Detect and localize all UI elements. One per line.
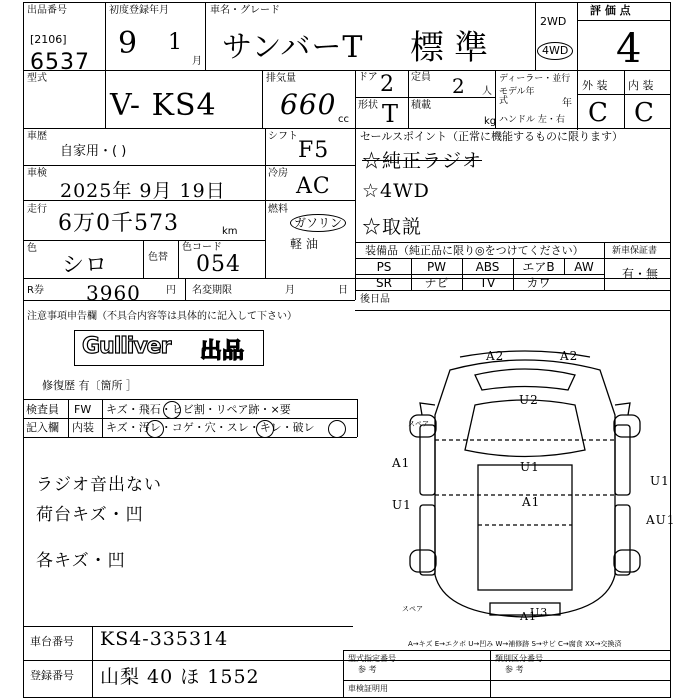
damage-mark: A1 [522, 495, 541, 509]
sales-point-item: ☆取説 [362, 216, 423, 238]
equipment-airbag: エアB [522, 260, 555, 274]
exterior-label: 外 装 [582, 79, 608, 92]
divider [23, 70, 671, 71]
gulliver-logo: Gulliver [82, 334, 171, 359]
mileage-value: 6万0千573 [58, 211, 179, 236]
divider [23, 165, 355, 166]
yen-unit: 円 [166, 285, 176, 296]
grade: 標準 [410, 28, 498, 68]
handwritten-note: 各キズ・凹 [36, 551, 126, 571]
door-label: ドア [358, 72, 378, 83]
divider [92, 626, 93, 698]
interior-grade: C [634, 98, 655, 128]
divider [262, 70, 263, 128]
check-circle [163, 401, 181, 419]
name-change-month-unit: 月 [285, 285, 295, 296]
km-unit: km [222, 226, 238, 237]
divider [355, 70, 356, 128]
reference-label: 参 考 [505, 665, 524, 674]
ac-value: AC [296, 174, 331, 199]
cc-unit: cc [338, 114, 349, 125]
reference-label: 参 考 [358, 665, 377, 674]
divider [490, 650, 491, 698]
shift-value: F5 [298, 138, 330, 163]
month-unit: 月 [192, 56, 202, 67]
chassis-label: 車台番号 [30, 635, 74, 648]
lot-number-label: 出品番号 [27, 5, 67, 16]
door-value: 2 [380, 72, 395, 97]
divider [68, 399, 69, 437]
divider [23, 437, 357, 438]
divider [355, 242, 671, 243]
name-change-label: 名変期限 [192, 285, 232, 296]
damage-mark: U2 [519, 393, 539, 407]
divider [535, 2, 536, 70]
divider [343, 650, 671, 651]
first-registration-label: 初度登録年月 [109, 5, 169, 16]
first-registration-month: 1 [168, 30, 183, 55]
recycle-label: R券 [27, 285, 44, 296]
equipment-pw: PW [426, 260, 447, 274]
divider [355, 97, 495, 98]
fw-items: キズ・飛石・ヒビ割・リペア跡・×要 [106, 403, 291, 416]
kg-unit: kg [484, 116, 497, 127]
divider [23, 240, 265, 241]
handle-label: ハンドル 左・右 [499, 115, 565, 125]
divider [185, 278, 186, 300]
sales-point-title: セールスポイント（正常に機能するものに限ります） [360, 130, 624, 143]
damage-mark: A1 [392, 456, 411, 470]
repair-history: 修復歴 有〔箇所 ］ [42, 379, 137, 392]
fuel-gasoline-circled: ガソリン [290, 214, 346, 232]
person-unit: 人 [482, 86, 492, 97]
warranty-value: 有・無 [622, 267, 659, 281]
handwritten-note: ラジオ音出ない [36, 475, 162, 495]
warranty-label: 新車保証書 [612, 246, 658, 256]
divider [105, 2, 106, 128]
check-circle [256, 420, 274, 438]
divider [355, 274, 604, 275]
inspector-label-2: 記入欄 [26, 421, 59, 434]
damage-mark: A2 [560, 349, 579, 363]
interior-label: 内 装 [628, 79, 654, 92]
fuel-label: 燃料 [268, 204, 288, 215]
tone-label: 色替 [148, 252, 168, 263]
load-label: 積載 [411, 100, 431, 111]
equipment-title: 装備品（純正品に限り◎をつけてください） [365, 244, 584, 257]
divider [343, 680, 671, 681]
history-value: 自家用・( ) [60, 144, 127, 159]
equipment-ps: PS [376, 260, 392, 274]
lot-number: 6537 [30, 50, 90, 75]
rating-value: 4 [616, 26, 643, 72]
car-name: サンバーT [222, 30, 364, 65]
divider [205, 2, 206, 70]
lot-code: [2106] [30, 33, 67, 46]
shape-label: 形状 [358, 100, 378, 111]
divider [23, 626, 353, 627]
damage-mark: U1 [650, 474, 670, 488]
gulliver-stamp-text: 出品 [200, 339, 245, 364]
divider [23, 399, 357, 400]
damage-mark: A1 [520, 610, 537, 623]
dealer-label: ディーラー・並行 [499, 74, 571, 84]
equipment-abs: ABS [475, 260, 500, 274]
type-cert-label: 型式指定番号 [348, 654, 396, 663]
inspection-value: 2025年 9月 19日 [60, 180, 226, 202]
plate-label: 登録番号 [30, 669, 74, 682]
damage-mark: U1 [520, 460, 540, 474]
exterior-grade: C [588, 98, 609, 128]
displacement-value: 660 [280, 88, 337, 121]
divider [355, 290, 671, 291]
damage-mark: AU1 [646, 513, 676, 527]
type-value: V- KS4 [110, 88, 217, 123]
divider [23, 300, 355, 301]
type-label: 型式 [27, 73, 47, 84]
color-code-value: 054 [196, 252, 241, 277]
divider [23, 660, 671, 661]
divider [102, 399, 103, 437]
check-circle [328, 420, 346, 438]
model-year-label: モデル年式 [499, 87, 535, 106]
later-items-label: 後日品 [360, 294, 390, 305]
ac-label: 冷房 [268, 168, 288, 179]
shift-label: シフト [268, 131, 298, 142]
divider [355, 310, 671, 311]
divider [23, 278, 671, 279]
damage-mark: A2 [486, 349, 505, 363]
divider [23, 418, 357, 419]
damage-mark: U3 [530, 606, 549, 619]
plate-number: 山梨 40 ほ 1552 [100, 666, 260, 688]
interior-check-items: キズ・汚レ・コゲ・穴・スレ・キレ・破レ [106, 421, 315, 434]
divider [577, 20, 671, 21]
divider [178, 240, 179, 278]
caution-title: 注意事項申告欄（不具合内容等は具体的に記入して下さい） [27, 311, 297, 322]
model-grade-label: 車名・グレード [210, 5, 280, 16]
color-value: シロ [62, 253, 109, 278]
equipment-sr: SR [376, 276, 392, 290]
capacity-label: 定員 [411, 72, 431, 83]
fuel-diesel: 軽 油 [290, 237, 318, 251]
equipment-navi: ナビ [424, 276, 449, 290]
divider [265, 200, 355, 201]
divider [23, 128, 671, 129]
handwritten-note: 荷台キズ・凹 [36, 505, 144, 525]
sales-point-item: ☆純正ラジオ [362, 150, 483, 172]
spare-label: スペア [402, 605, 423, 613]
interior-check-label: 内装 [72, 421, 94, 434]
history-label: 車歴 [27, 131, 47, 142]
chassis-number: KS4-335314 [100, 628, 229, 650]
year-unit: 年 [562, 98, 572, 109]
car-body-diagram [380, 345, 670, 635]
reg-cert-label: 車検証明用 [348, 684, 388, 693]
divider [143, 240, 144, 278]
divider [408, 70, 409, 128]
equipment-tv: TV [479, 276, 496, 290]
capacity-value: 2 [452, 74, 466, 98]
inspection-label: 車検 [27, 168, 47, 179]
fw-label: FW [74, 403, 92, 416]
sales-point-item: ☆4WD [362, 180, 430, 202]
first-registration-year: 9 [118, 26, 139, 61]
divider [577, 2, 578, 130]
spare-label: スペア [408, 420, 429, 428]
divider [604, 242, 605, 290]
color-code-label: 色コード [182, 242, 222, 253]
drive-4wd-circled: 4WD [537, 42, 573, 60]
damage-legend: A→キズ E→エクボ U→凹み W→補修跡 S→サビ C→腐食 XX→交換済 [408, 640, 622, 648]
name-change-day-unit: 日 [338, 285, 348, 296]
displacement-label: 排気量 [266, 73, 296, 84]
mileage-label: 走行 [27, 204, 47, 215]
recycle-value: 3960 [86, 281, 141, 305]
divider [265, 128, 266, 278]
inspector-label: 検査員 [26, 403, 59, 416]
divider [357, 399, 358, 437]
equipment-aw: AW [574, 260, 594, 274]
class-label: 類別区分番号 [495, 654, 543, 663]
damage-mark: U1 [392, 498, 412, 512]
divider [624, 70, 625, 128]
drive-2wd: 2WD [540, 15, 567, 28]
equipment-leather: カワ [526, 276, 551, 290]
shape-value: T [382, 100, 400, 128]
check-circle [146, 420, 164, 438]
rating-label: 評 価 点 [590, 4, 631, 17]
color-label: 色 [27, 243, 37, 254]
divider [343, 650, 344, 698]
